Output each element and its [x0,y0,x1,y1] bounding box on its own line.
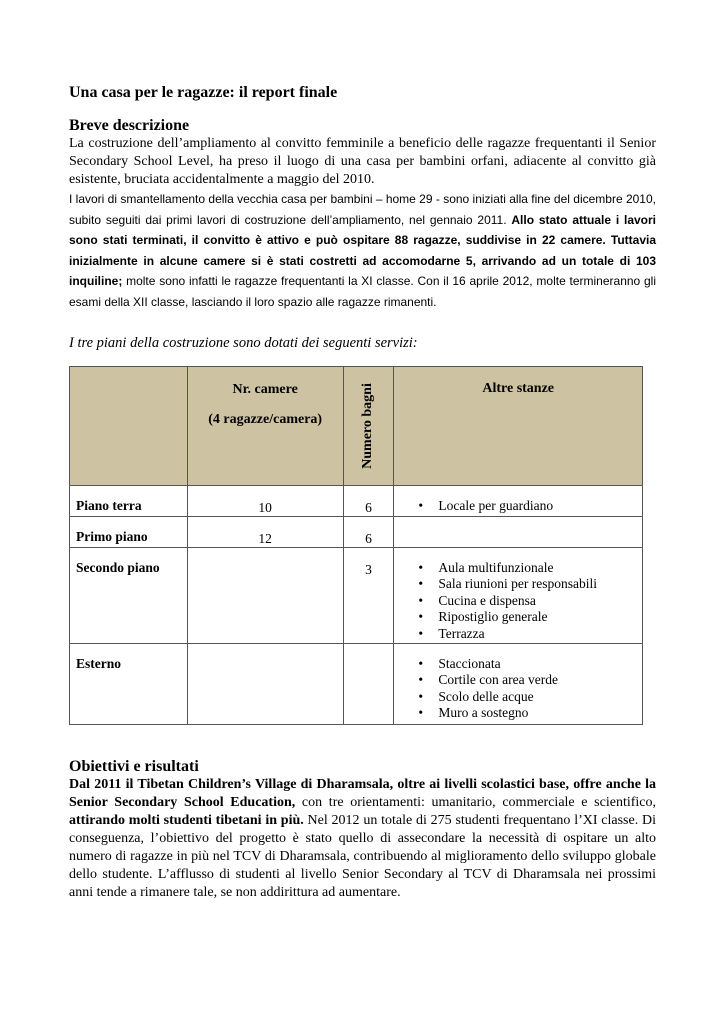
list-item: • Aula multifunzionale [418,560,642,576]
header-other [394,367,643,486]
other-rooms-cell [394,644,643,725]
baths-count: 6 [343,517,394,548]
breve-paragraph-2-bold: Allo stato attuale i lavori sono stati terminati, il convitto è attivo e può ospitare 88 ragazze, suddivise in 22 camere. Tuttavia inizialmente in alcune camere si è stati costretti ad accomodarne 5, arrivando ad un totale di 103 inquiline; [69,212,656,288]
list-item: • Scolo delle acque [418,689,642,705]
list-item: • Ripostiglio generale [418,609,642,625]
obiettivi-text-1: con tre orientamenti: umanitario, commerciale e scientifico, [295,795,656,810]
obiettivi-paragraph [69,776,656,902]
baths-count: 3 [343,548,394,644]
floors-table [69,366,643,725]
obiettivi-bold-2: attirando molti studenti tibetani in più. [69,813,304,828]
rooms-count [187,644,343,725]
section-heading-breve: Breve descrizione [69,117,190,134]
list-item: • Muro a sostegno [418,705,642,721]
other-rooms-list [394,656,642,722]
header-rooms [187,367,343,486]
obiettivi-bold-1: Dal 2011 il Tibetan Children’s Village di Dharamsala, oltre ai livelli scolastici base, offre anche la Senior Secondary School Education, [69,777,656,810]
section-heading-obiettivi: Obiettivi e risultati [69,758,199,775]
floor-name: Secondo piano [70,548,188,644]
table-header-row [70,367,643,486]
document-title: Una casa per le ragazze: il report finale [69,84,338,101]
baths-count: 6 [343,486,394,517]
other-rooms-list [394,560,642,642]
list-item: • Staccionata [418,656,642,672]
header-baths [343,367,394,486]
list-item: • Cucina e dispensa [418,593,642,609]
baths-count [343,644,394,725]
other-rooms-cell [394,486,643,517]
header-baths-label: Numero bagni [360,383,376,469]
list-item: • Cortile con area verde [418,672,642,688]
breve-paragraph-2 [69,189,656,312]
rooms-count: 10 [187,486,343,517]
table-row [70,644,643,725]
list-item: • Terrazza [418,626,642,642]
document-page [69,83,656,902]
table-intro: I tre piani della costruzione sono dotati dei seguenti servizi: [69,335,418,351]
breve-paragraph-2-text-a: I lavori di smantellamento della vecchia casa per bambini – home 29 - sono iniziati alla fine del dicembre 2010, subito seguiti dai primi lavori di costruzione dell’ampliamento, nel gennaio 2011. [69,192,656,227]
floor-name: Primo piano [70,517,188,548]
table-row [70,486,643,517]
breve-paragraph-2-text-b: molte sono infatti le ragazze frequentanti la XI classe. Con il 16 aprile 2012, molte termineranno gli esami della XII classe, lasciando il loro spazio alle ragazze rimanenti. [69,274,656,309]
floor-name: Piano terra [70,486,188,517]
other-rooms-cell [394,517,643,548]
header-other-label: Altre stanze [482,381,555,396]
header-empty-cell [70,367,188,486]
list-item: • Locale per guardiano [418,498,642,514]
header-rooms-line2: (4 ragazze/camera) [208,412,323,427]
obiettivi-text-2: Nel 2012 un totale di 275 studenti frequentano l’XI classe. Di conseguenza, l’obiettivo del progetto è stato quello di assecondare la necessità di ospitare un alto numero di ragazze in più nel TCV di Dharamsala, contribuendo al miglioramento dello sviluppo globale dello studente. L’afflusso di studenti al livello Senior Secondary al TCV di Dharamsala nei prossimi anni tende a rimanere tale, se non addirittura ad aumentare. [69,813,657,900]
rooms-count [187,548,343,644]
header-rooms-line1: Nr. camere [232,382,298,397]
table-row [70,548,643,644]
list-item: • Sala riunioni per responsabili [418,576,642,592]
table-row [70,517,643,548]
floor-name: Esterno [70,644,188,725]
other-rooms-list [394,498,642,514]
other-rooms-cell [394,548,643,644]
rooms-count: 12 [187,517,343,548]
breve-paragraph-1: La costruzione dell’ampliamento al convitto femminile a beneficio delle ragazze frequentanti il Senior Secondary School Level, ha preso il luogo di una casa per bambini orfani, adiacente al convitto già esistente, bruciata accidentalmente a maggio del 2010. [69,136,656,187]
